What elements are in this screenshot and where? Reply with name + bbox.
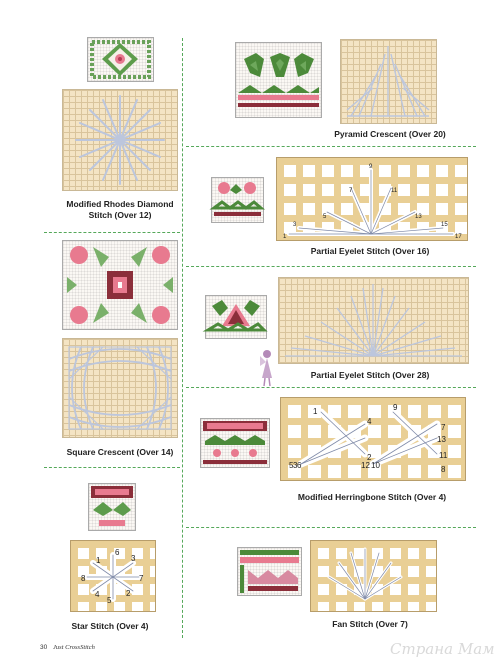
eyelet-number: 1	[283, 234, 287, 240]
rhodes-stitch-photo	[87, 37, 154, 82]
eyelet-number: 17	[455, 234, 462, 240]
star-number: 5	[107, 596, 112, 605]
pyramid-crescent-photo	[235, 42, 322, 118]
pyramid-crescent-diagram	[340, 39, 437, 124]
herringbone-number: 8	[441, 465, 446, 474]
herringbone-number: 10	[371, 461, 380, 470]
eyelet-number: 11	[391, 188, 398, 194]
eyelet-number: 5	[323, 214, 327, 220]
caption-fan: Fan Stitch (Over 7)	[332, 619, 408, 629]
herringbone-number: 6	[297, 461, 302, 470]
star-stitch-diagram	[70, 540, 156, 612]
herringbone-diagram	[280, 397, 466, 481]
herringbone-number: 4	[367, 417, 372, 426]
magazine-name: Just CrossStitch	[53, 644, 95, 651]
section-divider	[44, 467, 180, 468]
caption-star: Star Stitch (Over 4)	[71, 621, 149, 631]
section-divider	[186, 387, 476, 388]
herringbone-number: 7	[441, 423, 446, 432]
caption-square-crescent: Square Crescent (Over 14)	[66, 447, 174, 457]
star-number: 2	[126, 589, 131, 598]
star-number: 8	[81, 574, 86, 583]
herringbone-number: 1	[313, 407, 318, 416]
star-number: 3	[131, 554, 136, 563]
partial-eyelet-16-diagram	[276, 157, 468, 241]
herringbone-photo	[200, 418, 270, 468]
caption-partial-eyelet-28: Partial Eyelet Stitch (Over 28)	[310, 370, 430, 380]
column-divider	[182, 38, 183, 638]
fan-stitch-diagram	[310, 540, 437, 612]
caption-pyramid: Pyramid Crescent (Over 20)	[334, 129, 446, 139]
square-crescent-photo	[62, 240, 178, 330]
partial-eyelet-28-diagram	[278, 277, 469, 364]
caption-rhodes-line2: Stitch (Over 12)	[88, 210, 152, 220]
herringbone-number: 3	[293, 461, 298, 470]
eyelet-number: 3	[293, 222, 297, 228]
fairy-figure-icon	[258, 348, 276, 388]
fan-stitch-photo	[237, 547, 302, 596]
watermark: Страна Мам	[390, 640, 495, 658]
herringbone-number: 12	[361, 461, 370, 470]
partial-eyelet-28-photo	[205, 295, 267, 339]
rhodes-diamond-diagram	[62, 89, 178, 191]
square-crescent-diagram	[62, 338, 178, 438]
star-stitch-photo	[88, 483, 136, 531]
star-number: 4	[95, 590, 100, 599]
star-number: 1	[96, 556, 101, 565]
eyelet-number: 7	[349, 188, 353, 194]
herringbone-number: 13	[437, 435, 446, 444]
herringbone-number: 11	[439, 451, 448, 460]
eyelet-number: 13	[415, 214, 422, 220]
section-divider	[44, 232, 180, 233]
eyelet-number: 9	[369, 164, 373, 170]
page-number: 30	[40, 644, 48, 651]
caption-herringbone: Modified Herringbone Stitch (Over 4)	[297, 492, 447, 502]
caption-rhodes-line1: Modified Rhodes Diamond	[66, 199, 174, 209]
page-footer	[40, 644, 95, 651]
partial-eyelet-16-photo	[211, 177, 264, 223]
herringbone-number: 2	[367, 453, 372, 462]
section-divider	[186, 146, 476, 147]
herringbone-number: 9	[393, 403, 398, 412]
caption-partial-eyelet-16: Partial Eyelet Stitch (Over 16)	[310, 246, 430, 256]
section-divider	[186, 527, 476, 528]
herringbone-number: 5	[289, 461, 294, 470]
section-divider	[186, 266, 476, 267]
eyelet-number: 15	[441, 222, 448, 228]
star-number: 7	[139, 574, 144, 583]
star-number: 6	[115, 548, 120, 557]
